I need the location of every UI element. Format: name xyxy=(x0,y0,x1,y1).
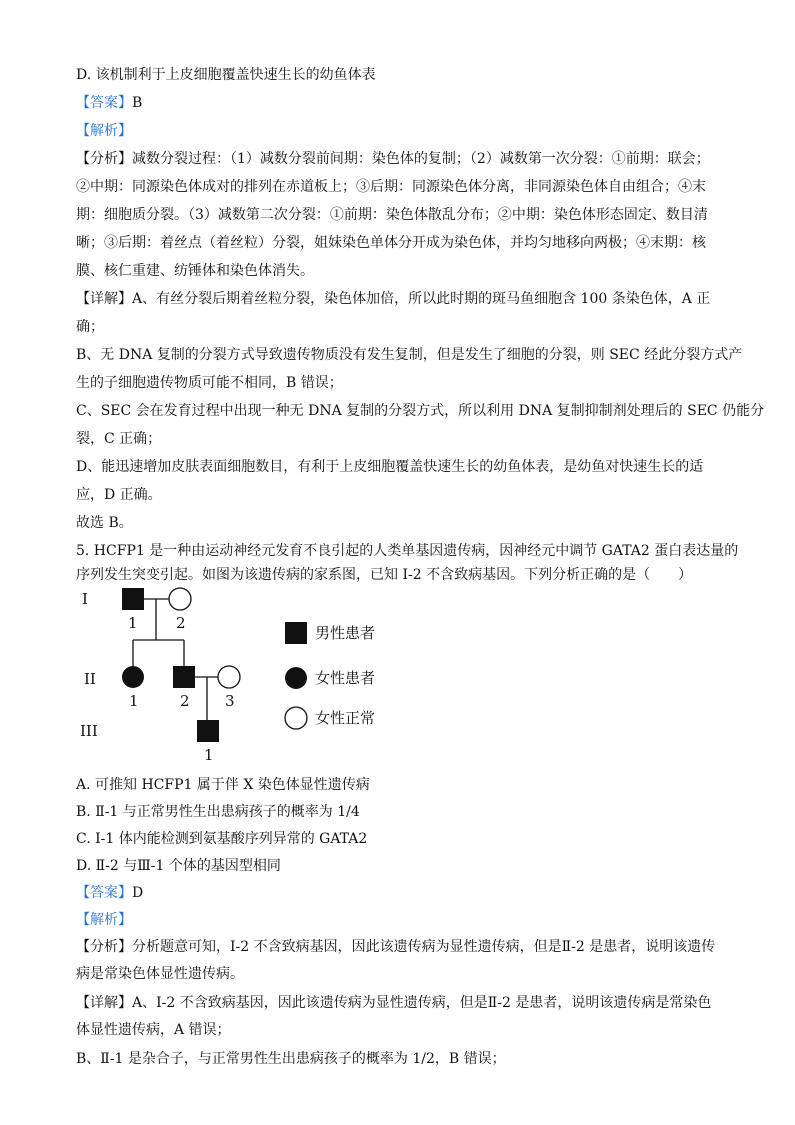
individual-number: 1 xyxy=(129,692,139,710)
pedigree-chart xyxy=(70,580,430,770)
analysis-line: 期：细胞质分裂。（3）减数第二次分裂：①前期：染色体散乱分布；②中期：染色体形态固定、数目清 xyxy=(76,207,708,223)
detail-line: B、Ⅱ-1 是杂合子，与正常男性生出患病孩子的概率为 1/2，B 错误； xyxy=(76,1051,506,1067)
normal-female-symbol xyxy=(218,666,240,688)
individual-number: 1 xyxy=(128,614,138,632)
option-b-line: B. Ⅱ-1 与正常男性生出患病孩子的概率为 1/4 xyxy=(76,804,360,820)
affected-female-symbol xyxy=(122,666,144,688)
detail-line: 应，D 正确。 xyxy=(76,487,162,503)
answer-line: 【答案】B xyxy=(76,95,143,111)
generation-label: III xyxy=(80,722,98,740)
generation-label: II xyxy=(84,670,96,688)
answer-line: 【答案】D xyxy=(76,885,144,901)
analysis-line: 【分析】分析题意可知，I-2 不含致病基因，因此该遗传病为显性遗传病，但是Ⅱ-2 是患者，说明该遗传 xyxy=(76,939,716,955)
legend-label: 女性患者 xyxy=(315,669,376,687)
answer-tag: 【答案】 xyxy=(76,95,132,111)
detail-line: 确； xyxy=(76,319,104,335)
question-line: 序列发生突变引起。如图为该遗传病的家系图，已知 I-2 不含致病基因。下列分析正确的是（ ） xyxy=(76,567,693,583)
analysis-line: 晰；③后期：着丝点（着丝粒）分裂，姐妹染色单体分开成为染色体，并均匀地移向两极；④末期：核 xyxy=(76,235,706,251)
legend-affected-male-symbol xyxy=(285,622,307,644)
generation-label: I xyxy=(82,590,88,608)
legend-normal-female-symbol xyxy=(285,707,307,729)
conclusion-line: 故选 B。 xyxy=(76,515,133,531)
analysis-heading: 【解析】 xyxy=(76,123,132,139)
detail-line: 体显性遗传病，A 错误； xyxy=(76,1022,231,1038)
normal-female-symbol xyxy=(169,588,191,610)
detail-line: D、能迅速增加皮肤表面细胞数目，有利于上皮细胞覆盖快速生长的幼鱼体表，是幼鱼对快速生长的适 xyxy=(76,459,704,475)
detail-line: 【详解】A、有丝分裂后期着丝粒分裂，染色体加倍，所以此时期的斑马鱼细胞含 100 条染色体，A 正 xyxy=(76,291,711,307)
individual-number: 3 xyxy=(225,692,235,710)
legend-label: 女性正常 xyxy=(315,709,376,727)
detail-line: 【详解】A、I-2 不含致病基因，因此该遗传病为显性遗传病，但是Ⅱ-2 是患者，说明该遗传病是常染色 xyxy=(76,995,712,1011)
individual-number: 1 xyxy=(204,746,214,764)
legend-affected-female-symbol xyxy=(285,667,307,689)
affected-male-symbol xyxy=(197,720,219,742)
option-d-line: D. 该机制利于上皮细胞覆盖快速生长的幼鱼体表 xyxy=(76,67,376,83)
analysis-line: 膜、核仁重建、纺锤体和染色体消失。 xyxy=(76,263,314,279)
detail-line: B、无 DNA 复制的分裂方式导致遗传物质没有发生复制，但是发生了细胞的分裂，则 SEC 经此分裂方式产 xyxy=(76,347,743,363)
analysis-heading: 【解析】 xyxy=(76,912,132,928)
analysis-line: ②中期：同源染色体成对的排列在赤道板上；③后期：同源染色体分离，非同源染色体自由组合；④末 xyxy=(76,179,706,195)
option-c-line: C. I-1 体内能检测到氨基酸序列异常的 GATA2 xyxy=(76,831,368,847)
detail-line: C、SEC 会在发育过程中出现一种无 DNA 复制的分裂方式，所以利用 DNA 复制抑制剂处理后的 SEC 仍能分 xyxy=(76,403,765,419)
question-line: 5. HCFP1 是一种由运动神经元发育不良引起的人类单基因遗传病，因神经元中调节 GATA2 蛋白表达量的 xyxy=(76,543,739,559)
analysis-line: 【分析】减数分裂过程：（1）减数分裂前间期：染色体的复制；（2）减数第一次分裂：①前期：联会； xyxy=(76,151,710,167)
option-d-line: D. Ⅱ-2 与Ⅲ-1 个体的基因型相同 xyxy=(76,858,281,874)
detail-line: 生的子细胞遗传物质可能不相同，B 错误； xyxy=(76,375,343,391)
affected-male-symbol xyxy=(122,588,144,610)
analysis-line: 病是常染色体显性遗传病。 xyxy=(76,966,244,982)
answer-tag: 【答案】 xyxy=(76,885,132,901)
option-a-line: A. 可推知 HCFP1 属于伴 X 染色体显性遗传病 xyxy=(76,777,370,793)
individual-number: 2 xyxy=(180,692,190,710)
affected-male-symbol xyxy=(173,666,195,688)
individual-number: 2 xyxy=(176,614,186,632)
detail-line: 裂，C 正确； xyxy=(76,431,162,447)
legend-label: 男性患者 xyxy=(315,624,376,642)
